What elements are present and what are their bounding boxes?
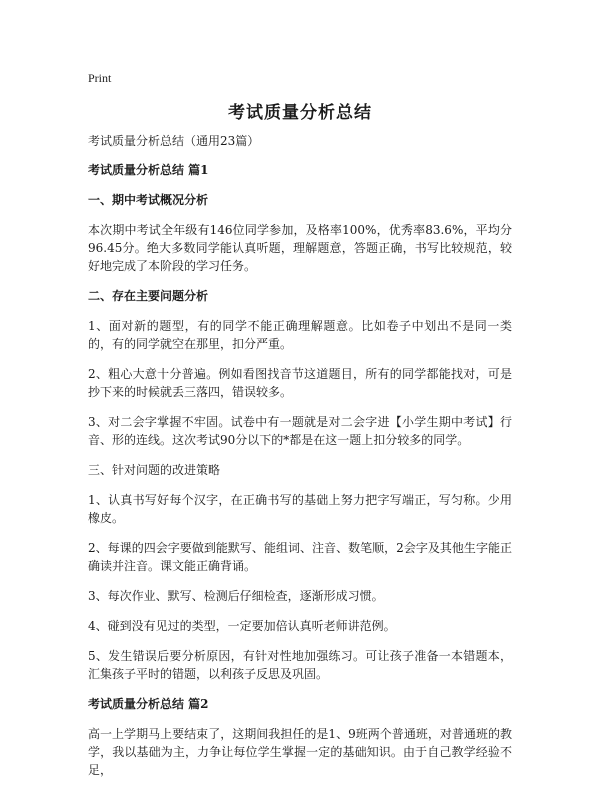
document-body — [88, 132, 512, 791]
article-1-heading: 考试质量分析总结 篇1 — [88, 163, 209, 177]
strategy-paragraph: 5、发生错误后要分析原因，有针对性地加强练习。可让孩子准备一本错题本，汇集孩子平时的错题，以利孩子反思及巩固。 — [88, 649, 512, 681]
article-2-paragraph: 高一上学期马上要结束了，这期间我担任的是1、9班两个普通班，对普通班的教学，我以基础为主，力争让每位学生掌握一定的基础知识。由于自己教学经验不足， — [88, 727, 512, 777]
section-2-heading: 二、存在主要问题分析 — [88, 289, 209, 303]
page-title: 考试质量分析总结 — [228, 103, 372, 123]
section-1-paragraph: 本次期中考试全年级有146位同学参加，及格率100%，优秀率83.6%，平均分96.45分。绝大多数同学能认真听题，理解题意，答题正确，书写比较规范，较好地完成了本阶段的学习任务。 — [88, 223, 512, 273]
article-2-heading: 考试质量分析总结 篇2 — [88, 697, 209, 711]
section-1-heading: 一、期中考试概况分析 — [88, 193, 209, 207]
strategy-paragraph: 4、碰到没有见过的类型，一定要加倍认真听老师讲范例。 — [88, 619, 396, 633]
strategy-paragraph: 1、认真书写好每个汉字，在正确书写的基础上努力把字写端正，写匀称。少用橡皮。 — [88, 493, 512, 525]
strategy-paragraph: 2、每课的四会字要做到能默写、能组词、注音、数笔顺，2会字及其他生字能正确读并注音。课文能正确背诵。 — [88, 541, 512, 573]
problem-paragraph: 2、粗心大意十分普遍。例如看图找音节这道题目，所有的同学都能找对，可是抄下来的时候就丢三落四，错误较多。 — [88, 367, 512, 399]
section-3-heading: 三、针对问题的改进策略 — [88, 463, 221, 477]
problem-paragraph: 1、面对新的题型，有的同学不能正确理解题意。比如卷子中划出不是同一类的，有的同学就空在那里，扣分严重。 — [88, 319, 512, 351]
problem-paragraph: 3、对二会字掌握不牢固。试卷中有一题就是对二会字进【小学生期中考试】行音、形的连线。这次考试90分以下的*都是在这一题上扣分较多的同学。 — [88, 415, 512, 447]
print-label: Print — [88, 71, 112, 85]
strategy-paragraph: 3、每次作业、默写、检测后仔细检查，逐渐形成习惯。 — [88, 589, 384, 603]
document-subtitle: 考试质量分析总结（通用23篇） — [88, 134, 260, 148]
